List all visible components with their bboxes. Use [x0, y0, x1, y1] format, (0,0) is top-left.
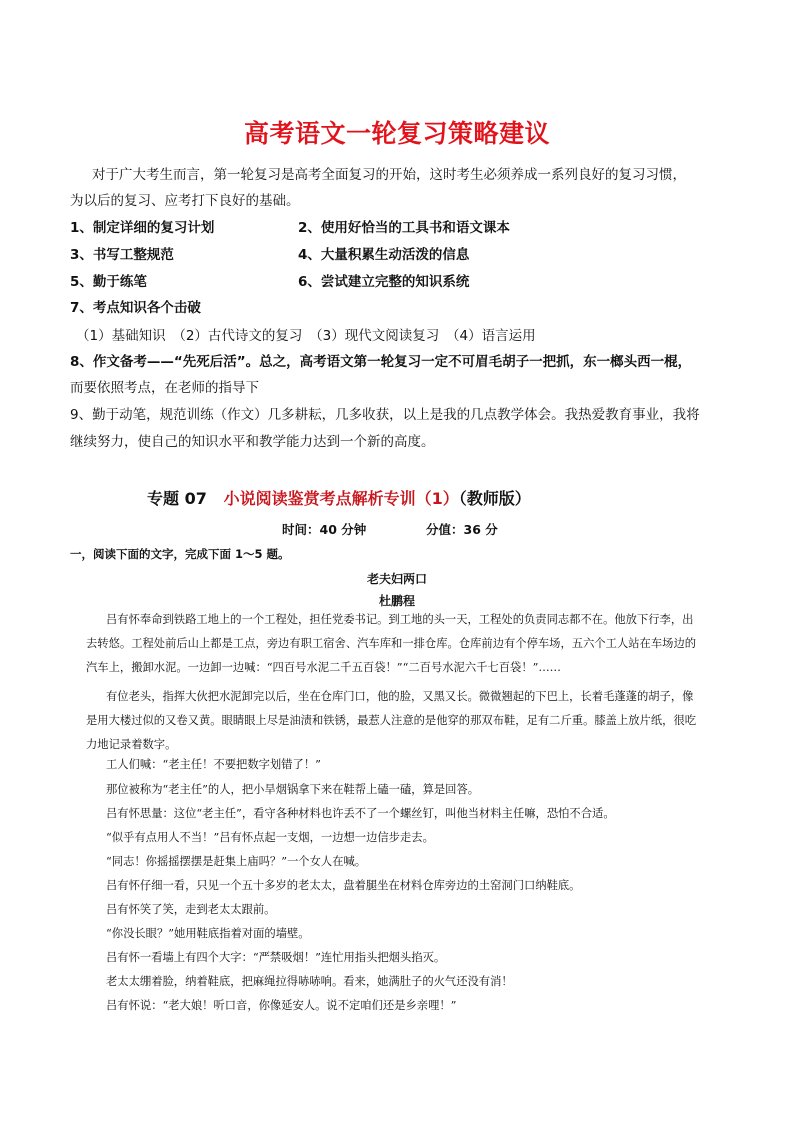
- story-line: 去转悠。工程处前后山上都是工点，旁边有职工宿舍、汽车库和一排仓库。仓库前边有个停车场，五六个工人站在车场边的: [86, 637, 697, 650]
- topic-heading: [147, 486, 531, 509]
- tip-2: 2、使用好恰当的工具书和语文课本: [298, 220, 510, 236]
- story-line: 有位老头，指挥大伙把水泥卸完以后，坐在仓库门口，他的脸，又黑又长。微微翘起的下巴上，长着毛蓬蓬的胡子，像: [106, 690, 694, 703]
- story-line: “你没长眼？”她用鞋底指着对面的墙壁。: [106, 927, 310, 940]
- tip-8-text: 8、作文备考——“先死后活”。总之，高考语文第一轮复习一定不可眉毛胡子一把抓，东一榔头西一棍，: [70, 354, 692, 370]
- story-line: 吕有怀笑了笑，走到老太太跟前。: [106, 903, 276, 916]
- tip-6: 6、尝试建立完整的知识系统: [298, 274, 470, 290]
- exam-score: 分值：36 分: [426, 522, 498, 537]
- tip-3: 3、书写工整规范: [70, 247, 174, 263]
- tip-7: 7、考点知识各个击破: [70, 300, 201, 316]
- page-title: 高考语文一轮复习策略建议: [243, 119, 550, 148]
- story-line: 是用大楼过似的又卷又黄。眼睛眼上尽是油渍和铁锈，最惹人注意的是他穿的那双布鞋，足有二斤重。膝盖上放片纸，很吃: [86, 714, 697, 727]
- tip-4: 4、大量积累生动活泼的信息: [298, 247, 470, 263]
- story-line: “同志！你摇摇摆摆是赶集上庙吗？”一个女人在喊。: [106, 855, 367, 868]
- story-title: 老夫妇两口: [366, 572, 427, 586]
- topic-prefix: 专题 07: [147, 489, 207, 508]
- story-line: “似乎有点用人不当！”吕有怀点起一支烟，一边想一边信步走去。: [106, 831, 434, 844]
- story-line: 力地记录着数字。: [86, 738, 177, 751]
- exam-time: 时间：40 分钟: [282, 522, 367, 537]
- tip-9-line-2: 继续努力，使自己的知识水平和教学能力达到一个新的高度。: [70, 434, 435, 450]
- tip-5: 5、勤于练笔: [70, 274, 147, 290]
- story-line: 吕有怀仔细一看，只见一个五十多岁的老太太，盘着腿坐在材料仓库旁边的土窑洞门口纳鞋底。: [106, 879, 581, 892]
- topic-suffix: （教师版）: [458, 489, 531, 508]
- tip-8-line-2: 而要依照考点，在老师的指导下: [70, 380, 259, 396]
- tip-1: 1、制定详细的复习计划: [70, 220, 215, 236]
- intro-line-2: 为以后的复习、应考打下良好的基础。: [70, 193, 300, 209]
- story-line: 吕有怀一看墙上有四个大字：“严禁吸烟！”连忙用指头把烟头掐灭。: [106, 951, 446, 964]
- tip-8-line-1: [70, 352, 691, 372]
- story-line: 汽车上，搬卸水泥。一边卸一边喊：“四百号水泥二千五百袋！”“二百号水泥六千七百袋！”……: [86, 661, 561, 674]
- story-line: 那位被称为“老主任”的人，把小旱烟锅拿下来在鞋帮上磕一磕，算是回答。: [106, 783, 480, 796]
- story-author: 杜鹏程: [378, 594, 415, 608]
- story-line: 吕有怀思量：这位“老主任”，看守各种材料也许丢不了一个螺丝钉，叫他当材料主任嘛，恐怕不合适。: [106, 807, 615, 820]
- intro-line-1: 对于广大考生而言，第一轮复习是高考全面复习的开始，这时考生必须养成一系列良好的复习习惯，: [92, 167, 686, 183]
- tip-7-subitems: （1）基础知识 （2）古代诗文的复习 （3）现代文阅读复习 （4）语言运用: [76, 328, 536, 344]
- story-line: 吕有怀说：“老大娘！听口音，你像延安人。说不定咱们还是乡亲哩！”: [106, 999, 457, 1012]
- story-line: 老太太绷着脸，纳着鞋底，把麻绳拉得哧哧响。看来，她满肚子的火气还没有消！: [106, 975, 513, 988]
- story-line: 工人们喊：“老主任！不要把数字划错了！”: [106, 758, 321, 771]
- story-line: 吕有怀奉命到铁路工地上的一个工程处，担任党委书记。到工地的头一天，工程处的负责同志都不在。他放下行李，出: [106, 613, 694, 626]
- topic-name: 小说阅读鉴赏考点解析专训（1）: [223, 489, 459, 508]
- tip-9-line-1: 9、勤于动笔，规范训练（作文）几多耕耘，几多收获，以上是我的几点教学体会。我热爱教育事业，我将: [70, 407, 700, 423]
- instruction: 一，阅读下面的文字，完成下面 1～5 题。: [70, 547, 290, 561]
